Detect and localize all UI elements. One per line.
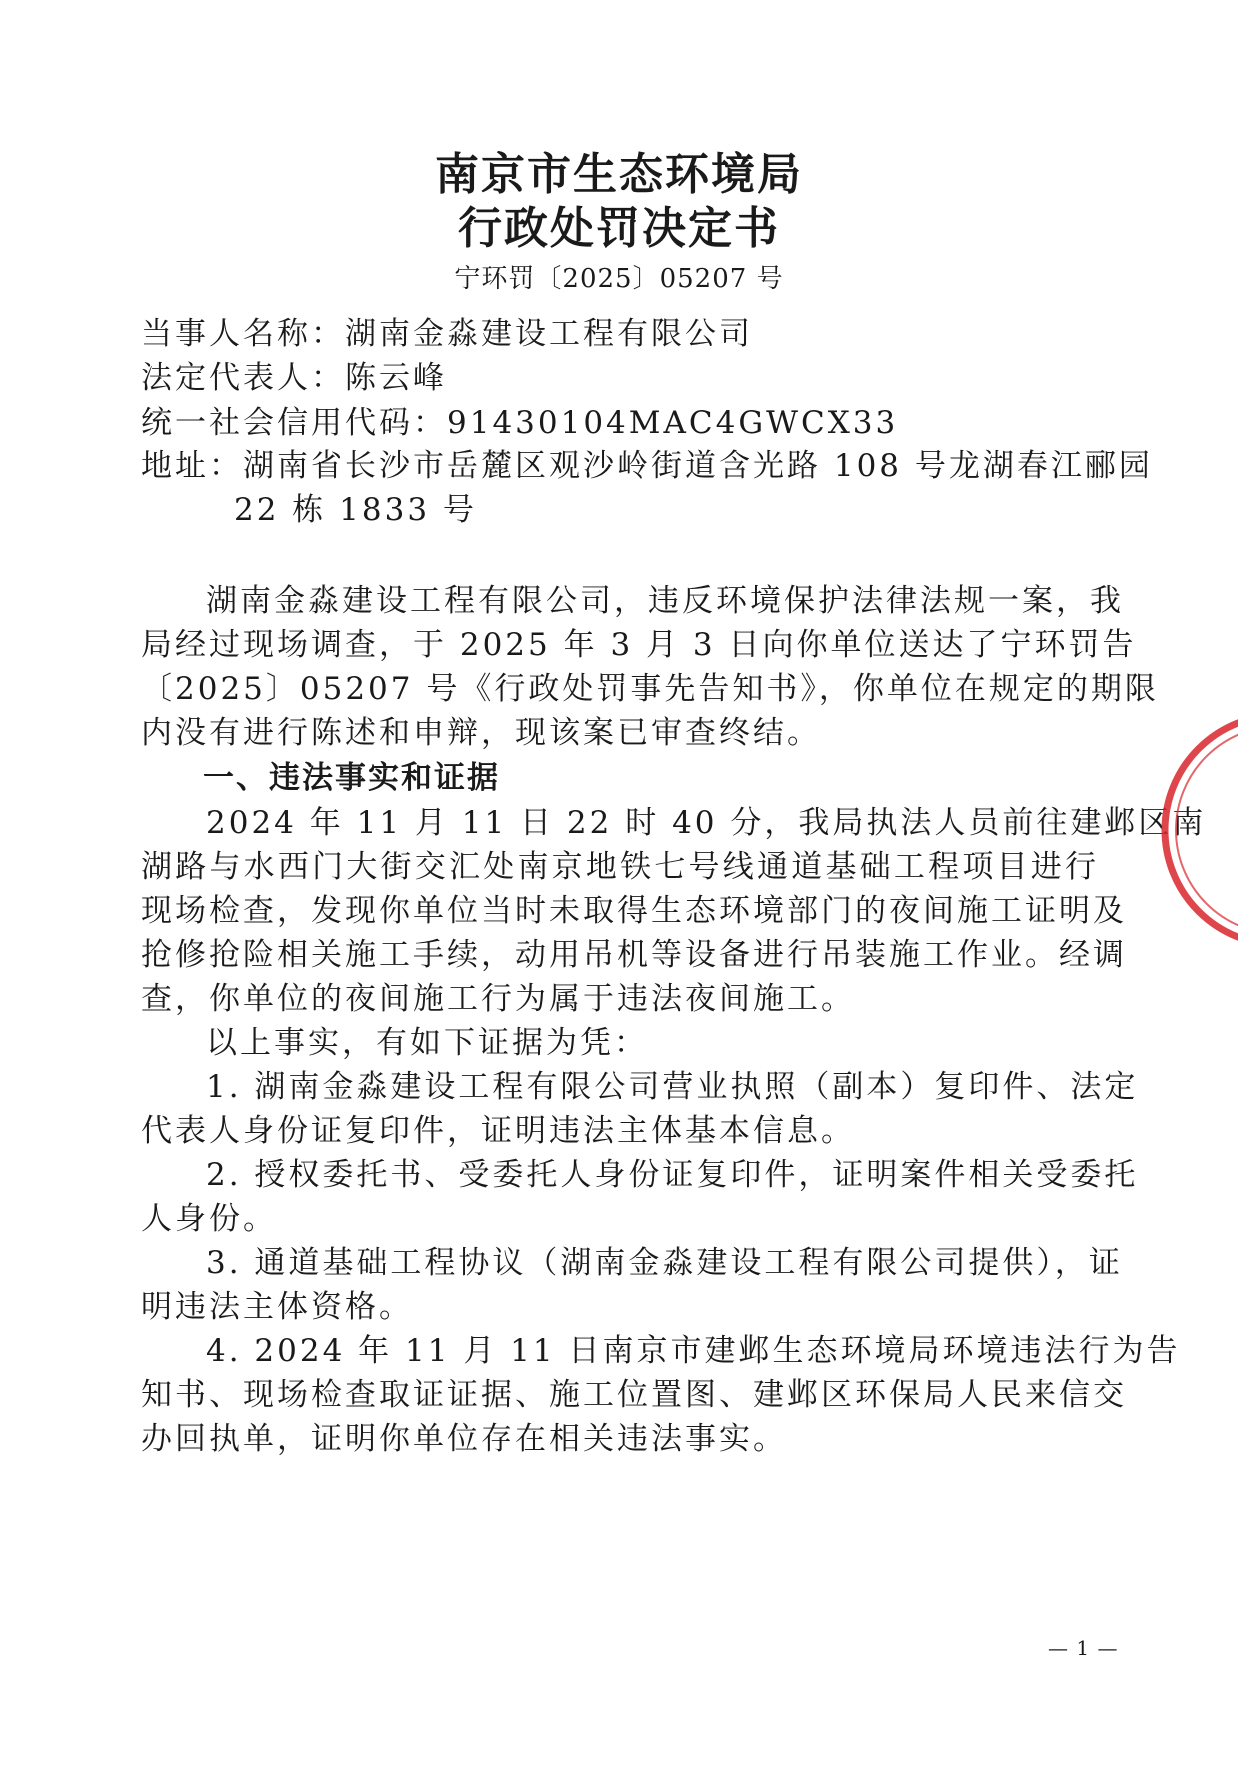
- party-name: 当事人名称：湖南金淼建设工程有限公司: [141, 316, 753, 352]
- intro-line: 〔2025〕05207 号《行政处罚事先告知书》，你单位在规定的期限: [141, 671, 1159, 707]
- evidence-line: 1. 湖南金淼建设工程有限公司营业执照（副本）复印件、法定: [206, 1069, 1139, 1105]
- evidence-line: 明违法主体资格。: [141, 1289, 413, 1325]
- legal-representative: 法定代表人：陈云峰: [141, 360, 447, 396]
- official-seal-icon: [1160, 700, 1238, 960]
- evidence-line: 4. 2024 年 11 月 11 日南京市建邺生态环境局环境违法行为告: [206, 1333, 1181, 1369]
- intro-line: 局经过现场调查，于 2025 年 3 月 3 日向你单位送达了宁环罚告: [141, 627, 1137, 663]
- facts-line: 2024 年 11 月 11 日 22 时 40 分，我局执法人员前往建邺区南: [206, 805, 1207, 841]
- evidence-line: 代表人身份证复印件，证明违法主体基本信息。: [141, 1113, 855, 1149]
- evidence-line: 3. 通道基础工程协议（湖南金淼建设工程有限公司提供），证: [206, 1245, 1123, 1281]
- section1-heading: 一、违法事实和证据: [203, 760, 500, 796]
- facts-line: 现场检查，发现你单位当时未取得生态环境部门的夜间施工证明及: [141, 893, 1127, 929]
- intro-line: 湖南金淼建设工程有限公司，违反环境保护法律法规一案，我: [206, 583, 1124, 619]
- facts-line: 查，你单位的夜间施工行为属于违法夜间施工。: [141, 981, 855, 1017]
- address-line2: 22 栋 1833 号: [234, 492, 477, 528]
- evidence-line: 知书、现场检查取证证据、施工位置图、建邺区环保局人民来信交: [141, 1377, 1127, 1413]
- address-line1: 地址：湖南省长沙市岳麓区观沙岭街道含光路 108 号龙湖春江郦园: [141, 448, 1153, 484]
- credit-code: 统一社会信用代码：91430104MAC4GWCX33: [141, 405, 899, 441]
- facts-line: 抢修抢险相关施工手续，动用吊机等设备进行吊装施工作业。经调: [141, 937, 1127, 973]
- intro-line: 内没有进行陈述和申辩，现该案已审查终结。: [141, 715, 821, 751]
- evidence-line: 人身份。: [141, 1201, 277, 1237]
- document-number: 宁环罚〔2025〕05207 号: [454, 264, 784, 294]
- evidence-intro: 以上事实，有如下证据为凭：: [206, 1025, 648, 1061]
- evidence-line: 办回执单，证明你单位存在相关违法事实。: [141, 1421, 787, 1457]
- facts-line: 湖路与水西门大街交汇处南京地铁七号线通道基础工程项目进行: [141, 849, 1099, 885]
- document-title-line1: 南京市生态环境局: [435, 149, 803, 200]
- page-number: — 1 —: [1048, 1636, 1119, 1660]
- document-title-line2: 行政处罚决定书: [458, 203, 780, 254]
- evidence-line: 2. 授权委托书、受委托人身份证复印件，证明案件相关受委托: [206, 1157, 1139, 1193]
